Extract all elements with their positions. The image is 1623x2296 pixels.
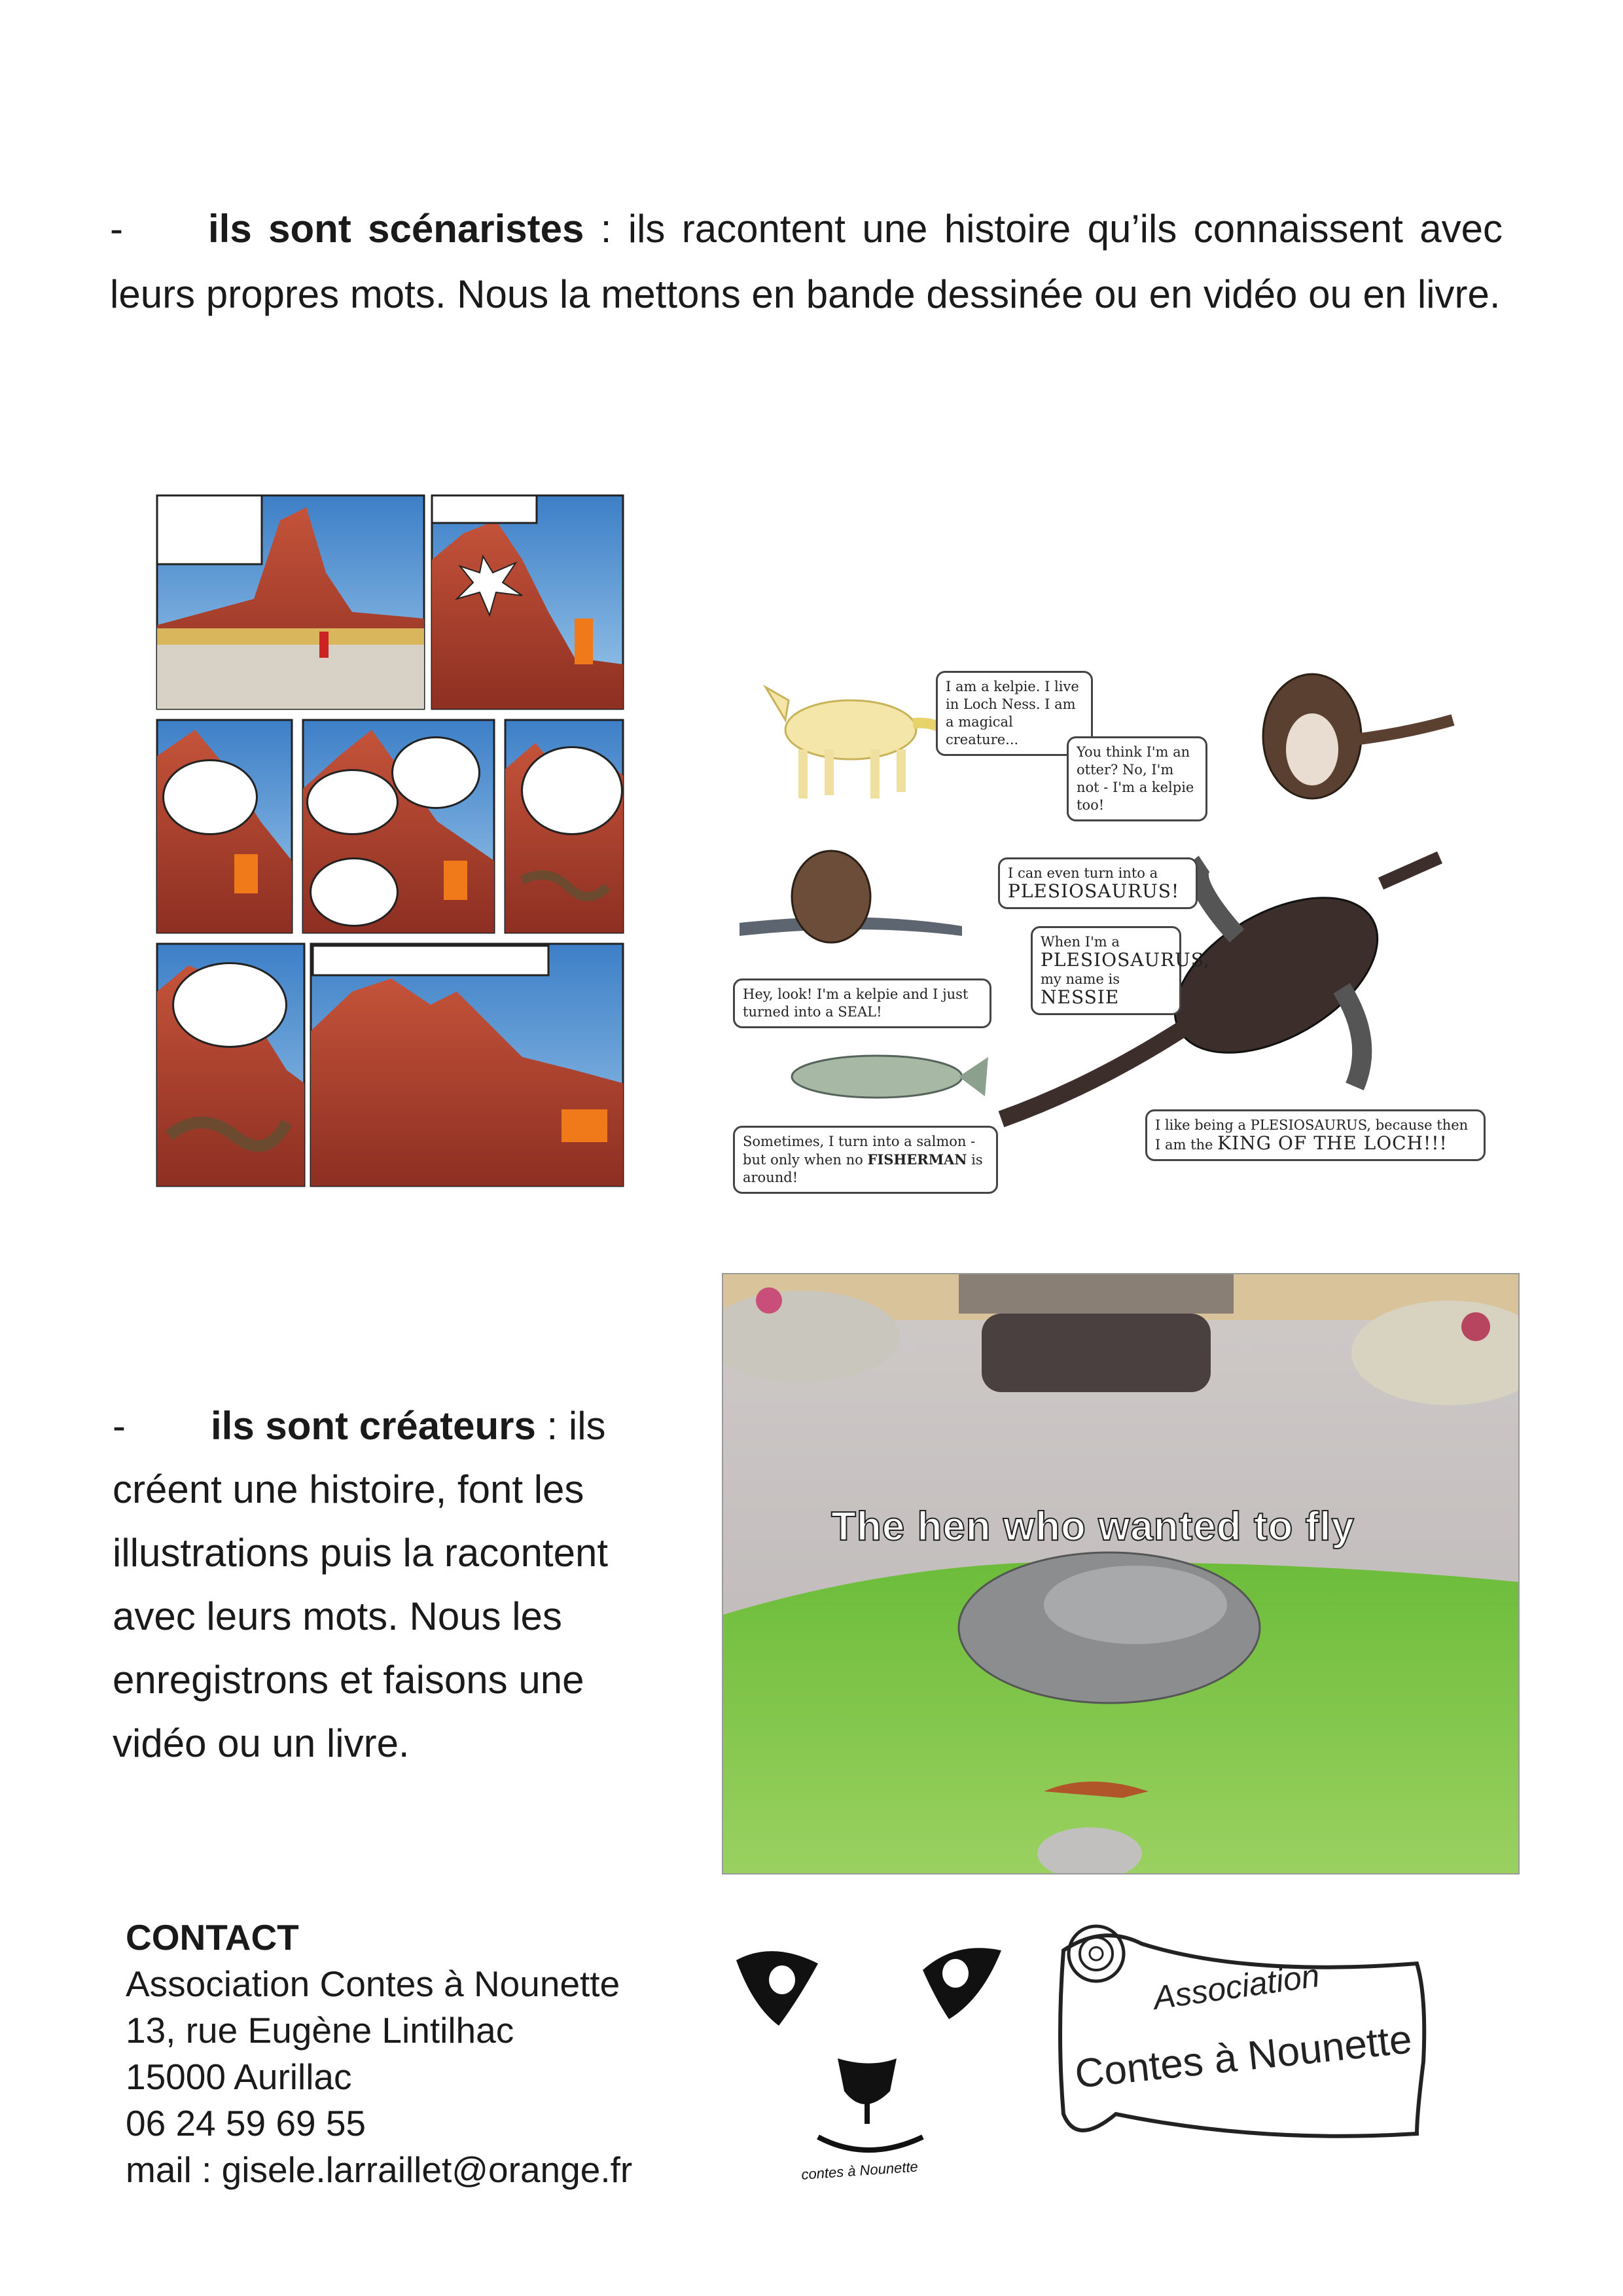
contact-title: CONTACT — [126, 1917, 299, 1958]
bullet-dash: - — [113, 1404, 126, 1448]
contact-org: Association Contes à Nounette — [126, 1964, 620, 2004]
bullet-dash: - — [110, 207, 123, 251]
createurs-heading: ils sont créateurs — [211, 1404, 536, 1448]
speech-seal: Hey, look! I'm a kelpie and I just turned into a SEAL! — [733, 978, 991, 1028]
cat-face-logo — [733, 1928, 1008, 2189]
empty-speech-bubble — [162, 759, 258, 835]
scroll-logo-drawing — [1050, 1918, 1443, 2166]
speech-king-of-the-loch: I like being a PLESIOSAURUS, because then I am the KING OF THE LOCH!!! — [1145, 1109, 1486, 1161]
horse-drawing — [766, 687, 962, 798]
scenaristes-text: : ils racontent une histoire qu’ils connaissent avec leurs propres mots. Nous la mettons en bande dessinée ou en vidéo ou en livre. — [110, 207, 1503, 316]
hen-video-caption: The hen who wanted to fly — [831, 1504, 1355, 1549]
empty-speech-bubble — [391, 736, 480, 809]
hen-video-still — [722, 1273, 1520, 1874]
speech-otter: You think I'm an otter? No, I'm not - I'm a kelpie too! — [1067, 736, 1207, 821]
scenaristes-paragraph — [110, 196, 1503, 327]
speech-nessie: When I'm a PLESIOSAURUS, my name is NESSIE — [1031, 926, 1181, 1015]
empty-speech-bubble — [306, 769, 399, 835]
hen-scene — [723, 1274, 1518, 1873]
kelpie-illustration — [726, 661, 1479, 1185]
comic-panel-1 — [157, 495, 424, 709]
scroll-logo-line2: Contes à Nounette — [1073, 2017, 1414, 2097]
empty-speech-bubble — [310, 857, 399, 927]
speech-plesiosaurus-turn: I can even turn into a PLESIOSAURUS! — [998, 857, 1198, 909]
cat-face-icon — [733, 1928, 1008, 2189]
woven-basket — [982, 1314, 1211, 1392]
cat-logo-caption: contes à Nounette — [800, 2158, 919, 2183]
desert-comic-page — [156, 494, 630, 1188]
otter-drawing — [1263, 674, 1453, 798]
contact-street: 13, rue Eugène Lintilhac — [126, 2010, 514, 2051]
scroll-logo-line1: Association — [1150, 1956, 1322, 2017]
association-scroll-logo — [1050, 1918, 1443, 2166]
salmon-drawing — [792, 1056, 988, 1098]
contact-phone: 06 24 59 69 55 — [126, 2103, 366, 2144]
seal-drawing — [740, 851, 962, 942]
speech-salmon: Sometimes, I turn into a salmon - but only when no FISHERMAN is around! — [733, 1126, 998, 1194]
createurs-text: : ils créent une histoire, font les illustrations puis la racontent avec leurs mots. Nous les enregistrons et faisons une vidéo ou un livre. — [113, 1404, 609, 1765]
comic-panel-2 — [432, 495, 623, 709]
contact-block — [126, 1914, 632, 2193]
comic-panels — [156, 494, 630, 1188]
empty-speech-bubble — [172, 962, 287, 1048]
speech-kelpie-intro: I am a kelpie. I live in Loch Ness. I am a magical creature... — [936, 671, 1093, 756]
scenaristes-heading: ils sont scénaristes — [208, 207, 584, 251]
contact-city: 15000 Aurillac — [126, 2056, 352, 2097]
empty-speech-bubble — [521, 746, 623, 835]
contact-mail: mail : gisele.larraillet@orange.fr — [126, 2149, 633, 2190]
comic-panel-7 — [311, 944, 623, 1186]
createurs-paragraph — [113, 1394, 688, 1775]
